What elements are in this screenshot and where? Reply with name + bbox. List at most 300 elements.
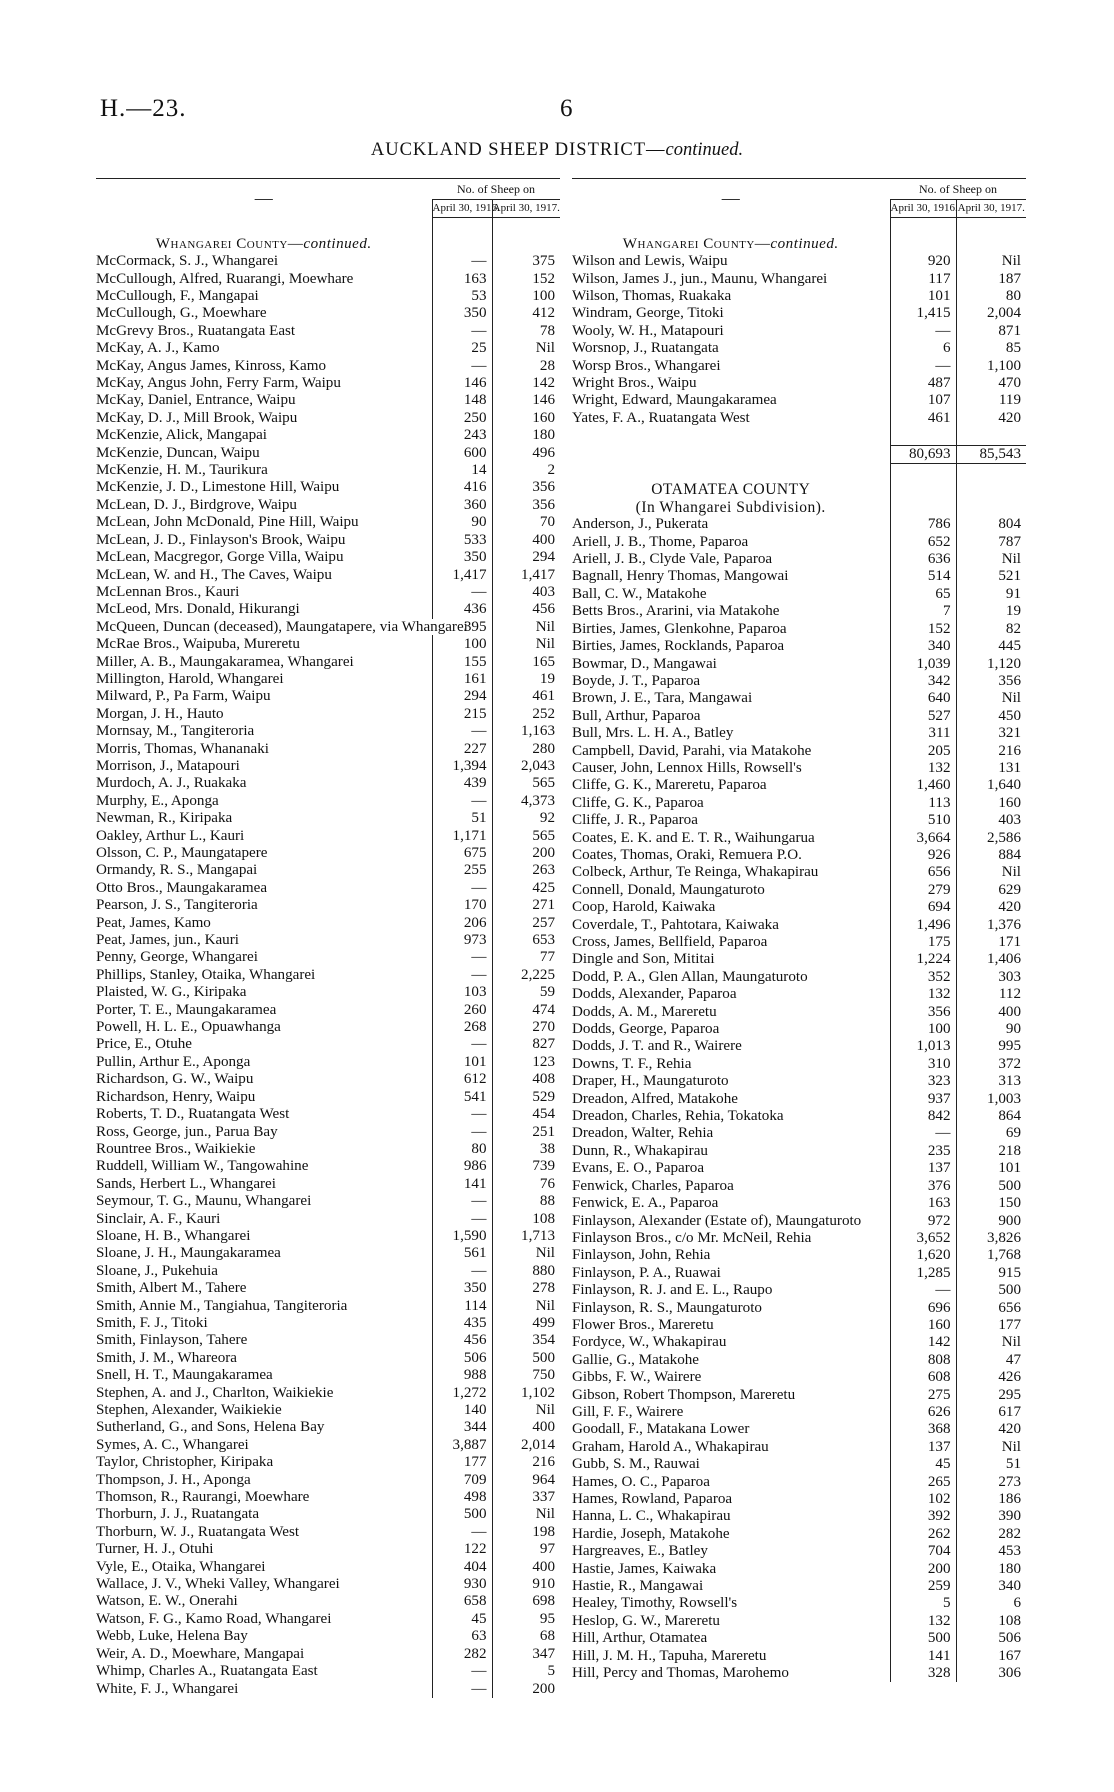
entry-name: [96, 1628, 432, 1645]
table-row: [96, 1350, 560, 1367]
entry-name: [96, 1576, 432, 1593]
table-row: [572, 1439, 1026, 1456]
sheep-1916: 155: [432, 654, 492, 671]
sheep-1917: 280: [532, 740, 555, 757]
entry-name: [96, 967, 432, 984]
sheep-1916: 163: [432, 271, 492, 288]
sheep-1916: 259: [890, 1578, 956, 1595]
left-column: [96, 178, 560, 1698]
sheep-1917: 884: [998, 846, 1021, 863]
sheep-1916: 122: [432, 1541, 492, 1558]
sheep-1916: 920: [890, 253, 956, 270]
table-row: [572, 638, 1026, 655]
sheep-1916: 310: [890, 1056, 956, 1073]
sheep-1916: 626: [890, 1404, 956, 1421]
sheep-1917: 187: [998, 270, 1021, 287]
sheep-1916: 435: [432, 1315, 492, 1332]
sheep-1916: 160: [890, 1317, 956, 1334]
table-row: [96, 445, 560, 462]
owner-name: Dreadon, Charles, Rehia, Tokatoka: [572, 1108, 784, 1125]
table-row: [96, 1472, 560, 1489]
sheep-1917: 496: [532, 444, 555, 461]
sheep-1916: —: [432, 949, 492, 966]
owner-name: Hames, O. C., Paparoa: [572, 1473, 710, 1490]
owner-name: Thomson, R., Raurangi, Moewhare: [96, 1489, 310, 1506]
sheep-1916: 344: [432, 1419, 492, 1436]
sheep-1917: 4,373: [521, 792, 555, 809]
owner-name: Fenwick, Charles, Paparoa: [572, 1177, 734, 1194]
owner-name: Coverdale, T., Pahtotara, Kaiwaka: [572, 916, 779, 933]
owner-name: Rountree Bros., Waikiekie: [96, 1140, 256, 1157]
entry-name: [96, 392, 432, 409]
owner-name: Bull, Mrs. L. H. A., Batley: [572, 725, 734, 742]
sheep-1916: 1,394: [432, 758, 492, 775]
sheep-1917: 200: [532, 845, 555, 862]
owner-name: McLean, W. and H., The Caves, Waipu: [96, 566, 332, 583]
sheep-1916: 7: [890, 603, 956, 620]
sheep-1916: 1,171: [432, 828, 492, 845]
owner-name: Pullin, Arthur E., Aponga: [96, 1053, 251, 1070]
entry-name: [96, 932, 432, 949]
sheep-1917: 112: [998, 986, 1021, 1003]
sheep-1917: Nil: [535, 636, 555, 653]
sheep-1916: 63: [432, 1628, 492, 1645]
sheep-1916: 1,272: [432, 1385, 492, 1402]
table-row: [96, 323, 560, 340]
table-row: [572, 1073, 1026, 1090]
sheep-1916: 141: [432, 1176, 492, 1193]
sheep-1916: 45: [890, 1456, 956, 1473]
sheep-1917: 500: [532, 1349, 555, 1366]
sheep-1916: 5: [890, 1595, 956, 1612]
entry-name: [572, 1508, 890, 1525]
sheep-1917: 1,376: [987, 916, 1021, 933]
entry-name: [96, 1419, 432, 1436]
entry-name: [572, 1491, 890, 1508]
table-row: [96, 793, 560, 810]
table-row: [572, 358, 1026, 375]
entry-name: [572, 969, 890, 986]
sheep-1916: 177: [432, 1454, 492, 1471]
table-row: [96, 915, 560, 932]
entry-name: [96, 375, 432, 392]
table-row: [572, 323, 1026, 340]
entry-name: [96, 1541, 432, 1558]
table-row: [572, 305, 1026, 322]
entry-name: [96, 1524, 432, 1541]
entry-name: [572, 1369, 890, 1386]
owner-name: Dingle and Son, Mititai: [572, 951, 715, 968]
owner-name: McKay, Angus John, Ferry Farm, Waipu: [96, 375, 341, 392]
owner-name: Whimp, Charles A., Ruatangata East: [96, 1663, 318, 1680]
sheep-1917: 167: [998, 1647, 1021, 1664]
sheep-1917: Nil: [535, 1402, 555, 1419]
owner-name: Turner, H. J., Otuhi: [96, 1541, 214, 1558]
owner-name: Worsnop, J., Ruatangata: [572, 340, 719, 357]
table-row: [572, 568, 1026, 585]
entry-name: [96, 654, 432, 671]
left-sheep-table: [96, 178, 560, 1698]
owner-name: Flower Bros., Mareretu: [572, 1316, 714, 1333]
sheep-1917: 68: [539, 1628, 555, 1645]
section-continued: continued.: [303, 235, 372, 252]
entry-name: [96, 1211, 432, 1228]
table-row: [96, 1158, 560, 1175]
sheep-1917: 356: [532, 496, 555, 513]
sheep-1917: 500: [998, 1177, 1021, 1194]
county-title: OTAMATEA COUNTY: [651, 481, 811, 499]
sheep-1917: 85: [1005, 340, 1021, 357]
entry-name: [96, 1437, 432, 1454]
owner-name: Thorburn, J. J., Ruatangata: [96, 1506, 260, 1523]
table-row: [96, 1367, 560, 1384]
sheep-1916: 842: [890, 1108, 956, 1125]
owner-name: Birties, James, Glenkohne, Paparoa: [572, 620, 787, 637]
sheep-1916: 163: [890, 1195, 956, 1212]
entry-name: [96, 567, 432, 584]
table-row: [96, 1332, 560, 1349]
table-row: [96, 1315, 560, 1332]
entry-name: [572, 568, 890, 585]
table-row: [572, 586, 1026, 603]
sheep-1917: 915: [998, 1264, 1021, 1281]
sheep-1917: 97: [539, 1541, 555, 1558]
entry-name: [572, 1038, 890, 1055]
table-row: [572, 847, 1026, 864]
table-row: [572, 917, 1026, 934]
sheep-1916: 1,460: [890, 777, 956, 794]
owner-name: Bull, Arthur, Paparoa: [572, 707, 701, 724]
sheep-1916: 808: [890, 1352, 956, 1369]
table-row: [572, 1265, 1026, 1282]
owner-name: Finlayson Bros., c/o Mr. McNeil, Rehia: [572, 1229, 812, 1246]
owner-name: Ariell, J. B., Thome, Paparoa: [572, 533, 749, 550]
entry-name: [572, 551, 890, 568]
table-row: [96, 984, 560, 1001]
entry-name: [96, 741, 432, 758]
sheep-1917: 1,406: [987, 951, 1021, 968]
owner-name: McRae Bros., Waipuba, Mureretu: [96, 636, 300, 653]
sheep-1916: 937: [890, 1091, 956, 1108]
sheep-1916: 282: [432, 1646, 492, 1663]
table-row: [96, 1298, 560, 1315]
sheep-1916: 498: [432, 1489, 492, 1506]
sheep-1916: —: [432, 1036, 492, 1053]
entry-name: [572, 288, 890, 305]
owner-name: McCormack, S. J., Whangarei: [96, 253, 279, 270]
owner-name: Coates, E. K. and E. T. R., Waihungarua: [572, 829, 815, 846]
table-row: [96, 1019, 560, 1036]
owner-name: Healey, Timothy, Rowsell's: [572, 1595, 738, 1612]
table-row: [572, 1526, 1026, 1543]
owner-name: McKenzie, Alick, Mangapai: [96, 427, 268, 444]
header-1917: April 30, 1917.: [956, 200, 1026, 218]
entry-name: [96, 1106, 432, 1123]
entry-name: [572, 1004, 890, 1021]
sheep-1916: 279: [890, 882, 956, 899]
sheep-1916: 14: [432, 462, 492, 479]
owner-name: Bowmar, D., Mangawai: [572, 655, 717, 672]
sheep-1916: 510: [890, 812, 956, 829]
owner-name: Roberts, T. D., Ruatangata West: [96, 1106, 290, 1123]
entry-name: [96, 1681, 432, 1698]
table-row: [572, 1474, 1026, 1491]
owner-name: Dreadon, Walter, Rehia: [572, 1125, 714, 1142]
table-row: [572, 708, 1026, 725]
entry-name: [96, 288, 432, 305]
sheep-1916: —: [432, 1524, 492, 1541]
sheep-1917: 100: [532, 288, 555, 305]
table-row: [572, 1543, 1026, 1560]
owner-name: Weir, A. D., Moewhare, Mangapai: [96, 1645, 305, 1662]
sheep-1917: 2,014: [521, 1436, 555, 1453]
entry-name: [572, 847, 890, 864]
entry-name: [572, 340, 890, 357]
owner-name: Wright Bros., Waipu: [572, 375, 697, 392]
table-row: [572, 1613, 1026, 1630]
owner-name: Gibson, Robert Thompson, Mareretu: [572, 1386, 796, 1403]
owner-name: Murdoch, A. J., Ruakaka: [96, 775, 247, 792]
sheep-1916: 1,496: [890, 917, 956, 934]
sheep-1916: 3,652: [890, 1230, 956, 1247]
table-row: [96, 775, 560, 792]
sheep-1917: 2,225: [521, 966, 555, 983]
sheep-1917: 131: [998, 759, 1021, 776]
owner-name: Cliffe, J. R., Paparoa: [572, 812, 698, 829]
sheep-1917: 750: [532, 1367, 555, 1384]
sheep-1917: 565: [532, 775, 555, 792]
sheep-1917: 499: [532, 1314, 555, 1331]
table-row: [96, 862, 560, 879]
entry-name: [96, 1646, 432, 1663]
sheep-1917: 565: [532, 827, 555, 844]
sheep-1916: 656: [890, 864, 956, 881]
entry-name: [96, 601, 432, 618]
entry-name: [96, 1663, 432, 1680]
owner-name: Coop, Harold, Kaiwaka: [572, 899, 716, 916]
owner-name: Worsp Bros., Whangarei: [572, 357, 721, 374]
entry-name: [572, 1595, 890, 1612]
entry-name: [572, 603, 890, 620]
table-row: [96, 1036, 560, 1053]
sheep-1916: 260: [432, 1002, 492, 1019]
table-row: [572, 392, 1026, 409]
owner-name: McKenzie, J. D., Limestone Hill, Waipu: [96, 479, 340, 496]
sheep-1916: 709: [432, 1472, 492, 1489]
owner-name: Sloane, J. H., Maungakaramea: [96, 1245, 281, 1262]
table-row: [572, 253, 1026, 270]
sheep-1917: 400: [532, 1419, 555, 1436]
owner-name: Finlayson, P. A., Ruawai: [572, 1264, 721, 1281]
table-row: [572, 899, 1026, 916]
title-continued: continued.: [665, 140, 744, 160]
sheep-1916: 137: [890, 1160, 956, 1177]
owner-name: Goodall, F., Matakana Lower: [572, 1421, 750, 1438]
table-row: [96, 1506, 560, 1523]
section-name: Whangarei County—: [155, 235, 304, 252]
sheep-1917: 420: [998, 409, 1021, 426]
sheep-1917: 51: [1005, 1456, 1021, 1473]
table-row: [96, 1454, 560, 1471]
sheep-1916: 146: [432, 375, 492, 392]
sheep-1917: 321: [998, 725, 1021, 742]
sheep-1916: 170: [432, 897, 492, 914]
table-row: [96, 1089, 560, 1106]
entry-name: [572, 253, 890, 270]
table-row: [96, 1681, 560, 1698]
sheep-1917: Nil: [535, 340, 555, 357]
entry-name: [96, 1506, 432, 1523]
table-row: [96, 671, 560, 688]
sheep-1917: 91: [1005, 585, 1021, 602]
entry-name: [572, 708, 890, 725]
sheep-1916: 439: [432, 775, 492, 792]
table-row: [96, 479, 560, 496]
sheep-1916: 132: [890, 760, 956, 777]
entry-name: [572, 516, 890, 533]
table-row: [96, 532, 560, 549]
sheep-1916: 340: [890, 638, 956, 655]
entry-name: [96, 1141, 432, 1158]
sheep-1916: —: [432, 1193, 492, 1210]
sheep-1917: 2,586: [987, 829, 1021, 846]
sheep-1916: 1,620: [890, 1247, 956, 1264]
owner-name: Olsson, C. P., Maungatapere: [96, 845, 268, 862]
owner-name: Hill, J. M. H., Tapuha, Mareretu: [572, 1647, 767, 1664]
entry-name: [96, 1245, 432, 1262]
sheep-1917: 340: [998, 1578, 1021, 1595]
entry-name: [572, 951, 890, 968]
sheep-1916: 352: [890, 969, 956, 986]
owner-name: Finlayson, John, Rehia: [572, 1247, 711, 1264]
sheep-1916: 227: [432, 741, 492, 758]
table-row: [96, 967, 560, 984]
sheep-1917: 180: [998, 1560, 1021, 1577]
owner-name: Cross, James, Bellfield, Paparoa: [572, 934, 768, 951]
owner-name: Ruddell, William W., Tangowahine: [96, 1158, 309, 1175]
table-row: [96, 1489, 560, 1506]
owner-name: Wilson and Lewis, Waipu: [572, 253, 728, 270]
entry-name: [572, 586, 890, 603]
owner-name: Evans, E. O., Paparoa: [572, 1160, 705, 1177]
entry-name: [96, 880, 432, 897]
table-row: [572, 621, 1026, 638]
owner-name: Morrison, J., Matapouri: [96, 757, 240, 774]
entry-name: [96, 828, 432, 845]
sheep-1916: 114: [432, 1298, 492, 1315]
owner-name: Bagnall, Henry Thomas, Mangowai: [572, 568, 789, 585]
table-row: [572, 882, 1026, 899]
owner-name: Betts Bros., Ararini, via Matakohe: [572, 603, 780, 620]
sheep-1916: —: [432, 723, 492, 740]
sheep-1917: 900: [998, 1212, 1021, 1229]
entry-name: [96, 1019, 432, 1036]
table-row: [96, 1054, 560, 1071]
table-row: [96, 758, 560, 775]
sheep-1916: 268: [432, 1019, 492, 1036]
owner-name: Smith, Finlayson, Tahere: [96, 1332, 248, 1349]
owner-name: Dodd, P. A., Glen Allan, Maungaturoto: [572, 968, 808, 985]
sheep-1917: 1,163: [521, 723, 555, 740]
owner-name: Smith, Albert M., Tahere: [96, 1280, 247, 1297]
sheep-1916: 53: [432, 288, 492, 305]
sheep-1917: 445: [998, 638, 1021, 655]
entry-name: [572, 1456, 890, 1473]
owner-name: Ball, C. W., Matakohe: [572, 585, 707, 602]
sheep-1917: Nil: [535, 1245, 555, 1262]
header-1917: April 30, 1917.: [492, 200, 560, 218]
owner-name: Phillips, Stanley, Otaika, Whangarei: [96, 966, 316, 983]
sheep-1917: 200: [532, 1680, 555, 1697]
owner-name: McLean, Macgregor, Gorge Villa, Waipu: [96, 549, 344, 566]
entry-name: [572, 1195, 890, 1212]
sheep-1916: 514: [890, 568, 956, 585]
table-row: [572, 603, 1026, 620]
entry-name: [572, 1300, 890, 1317]
table-row: [572, 1456, 1026, 1473]
entry-name: [96, 358, 432, 375]
sheep-1916: 80: [432, 1141, 492, 1158]
sheep-1917: 313: [998, 1073, 1021, 1090]
sheep-1917: 1,417: [521, 566, 555, 583]
sheep-1917: 827: [532, 1036, 555, 1053]
sheep-1917: 864: [998, 1108, 1021, 1125]
sheep-1916: 117: [890, 271, 956, 288]
owner-name: Thompson, J. H., Aponga: [96, 1471, 251, 1488]
table-row: [96, 1559, 560, 1576]
table-row: [96, 288, 560, 305]
sheep-1917: 171: [998, 934, 1021, 951]
entry-name: [572, 864, 890, 881]
sheep-1916: 533: [432, 532, 492, 549]
sheep-1916: 395: [432, 619, 492, 636]
table-row: [96, 619, 560, 636]
owner-name: Finlayson, R. J. and E. L., Raupo: [572, 1282, 773, 1299]
sheep-1916: 608: [890, 1369, 956, 1386]
sheep-1917: 270: [532, 1019, 555, 1036]
table-row: [96, 340, 560, 357]
entry-name: [572, 1160, 890, 1177]
owner-name: Windram, George, Titoki: [572, 305, 724, 322]
entry-name: [572, 1543, 890, 1560]
sheep-1917: 216: [532, 1454, 555, 1471]
table-row: [572, 1178, 1026, 1195]
sheep-1917: 108: [998, 1612, 1021, 1629]
sheep-1917: 278: [532, 1280, 555, 1297]
sheep-1917: 400: [532, 531, 555, 548]
table-row: [572, 1004, 1026, 1021]
sheep-1917: 739: [532, 1158, 555, 1175]
owner-name: Dodds, George, Paparoa: [572, 1021, 720, 1038]
sheep-1917: 123: [532, 1053, 555, 1070]
table-row: [96, 427, 560, 444]
table-row: [572, 1038, 1026, 1055]
sheep-1916: 696: [890, 1300, 956, 1317]
entry-name: [96, 1176, 432, 1193]
table-row: [572, 760, 1026, 777]
entry-name: [96, 1385, 432, 1402]
sheep-1917: 80: [1005, 288, 1021, 305]
sheep-1916: —: [890, 1282, 956, 1299]
sheep-1917: 282: [998, 1525, 1021, 1542]
entry-name: [572, 1387, 890, 1404]
sheep-1917: 698: [532, 1593, 555, 1610]
entry-name: [96, 1071, 432, 1088]
owner-name: Sinclair, A. F., Kauri: [96, 1210, 221, 1227]
title-main: AUCKLAND SHEEP DISTRICT—: [370, 140, 666, 160]
owner-name: Ariell, J. B., Clyde Vale, Paparoa: [572, 551, 773, 568]
right-table-body-otamatea: [572, 516, 1026, 1682]
